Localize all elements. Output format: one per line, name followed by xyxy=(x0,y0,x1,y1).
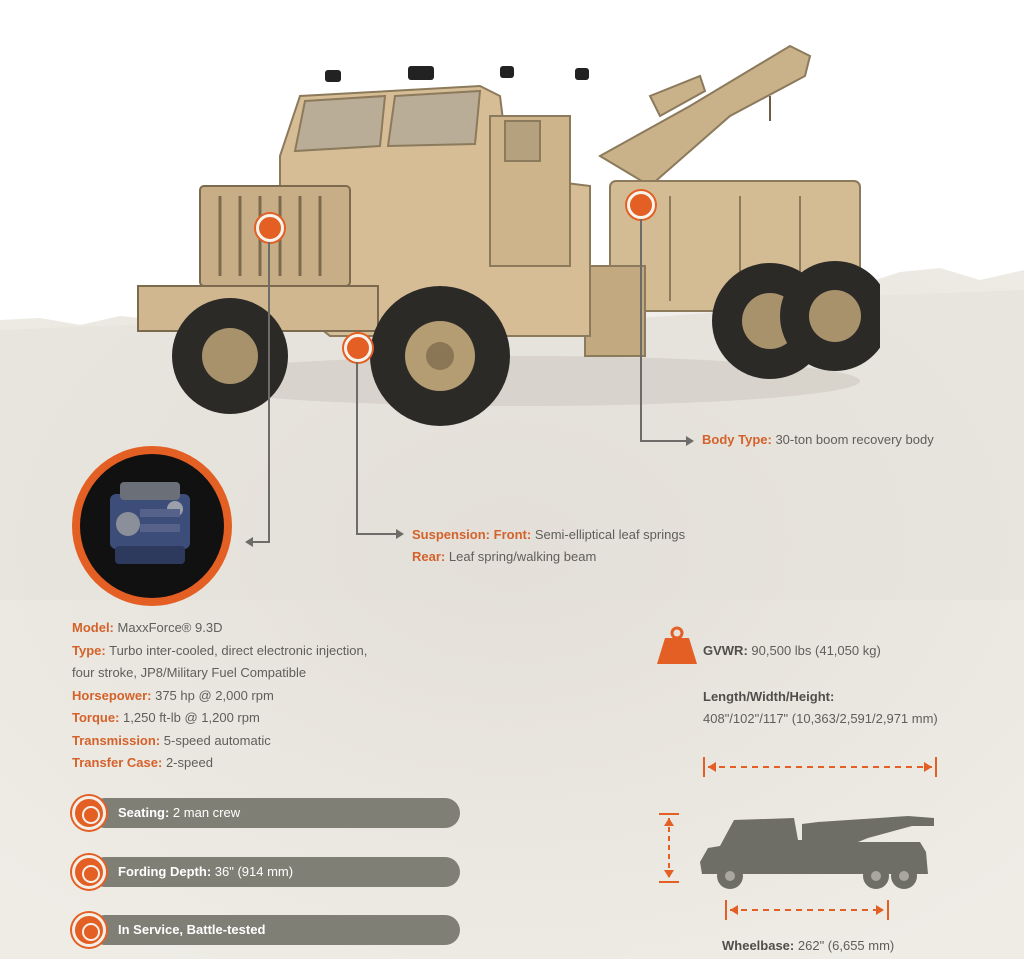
height-arrow xyxy=(656,812,682,884)
truck-silhouette-icon xyxy=(698,812,940,890)
body-hotspot[interactable] xyxy=(627,191,655,219)
suspension-leader-h xyxy=(356,533,396,535)
wheelbase-value: 262" (6,655 mm) xyxy=(797,938,895,953)
spec-value: MaxxForce® 9.3D xyxy=(117,620,223,635)
gvwr xyxy=(703,643,881,658)
spec-key: Transfer Case: xyxy=(72,755,163,770)
spec-row xyxy=(72,685,367,708)
dimensions-label: Length/Width/Height: xyxy=(703,689,835,704)
spec-row xyxy=(72,752,367,775)
gvwr-key: GVWR: xyxy=(703,643,748,658)
gvwr-value: 90,500 lbs (41,050 kg) xyxy=(751,643,881,658)
spec-row xyxy=(72,640,367,663)
suspension-leader-v xyxy=(356,362,358,534)
fording-depth-dot xyxy=(72,855,106,889)
body-arrow xyxy=(686,436,694,446)
in-service-pill xyxy=(90,915,460,945)
pill-key: In Service, Battle-tested xyxy=(118,922,266,937)
suspension-rear-value: Leaf spring/walking beam xyxy=(448,549,597,564)
seating-dot xyxy=(72,796,106,830)
body-type-callout xyxy=(702,429,934,451)
spec-value: Turbo inter-cooled, direct electronic injection, xyxy=(109,642,368,658)
spec-value: 5-speed automatic xyxy=(163,732,271,748)
spec-key: Transmission: xyxy=(72,732,161,748)
engine-leader-v xyxy=(268,242,270,542)
seating-pill xyxy=(90,798,460,828)
suspension-arrow xyxy=(396,529,404,539)
engine-photo xyxy=(72,446,232,606)
spec-row xyxy=(72,707,367,730)
body-type-key: Body Type: xyxy=(702,432,772,447)
engine-leader-h xyxy=(252,541,270,543)
suspension-front-value: Semi-elliptical leaf springs xyxy=(534,527,686,542)
spec-row xyxy=(72,617,367,640)
spec-key: Torque: xyxy=(72,710,120,725)
pill-key: Fording Depth: xyxy=(118,864,212,879)
engine-arrow xyxy=(245,537,253,547)
engine-image xyxy=(80,454,224,598)
suspension-hotspot[interactable] xyxy=(344,334,372,362)
spec-value: four stroke, JP8/Military Fuel Compatible xyxy=(72,665,307,680)
wheelbase xyxy=(722,938,894,953)
weight-icon xyxy=(655,626,699,664)
pill-value: 36" (914 mm) xyxy=(214,864,294,879)
spec-key: Horsepower: xyxy=(72,687,152,703)
crane-boom xyxy=(600,46,810,186)
suspension-callout xyxy=(412,524,685,568)
length-arrow xyxy=(700,755,940,779)
suspension-rear-key: Rear: xyxy=(412,549,446,564)
dimensions-value: 408"/102"/117" (10,363/2,591/2,971 mm) xyxy=(703,711,938,726)
spec-value: 1,250 ft-lb @ 1,200 rpm xyxy=(123,710,260,725)
pill-key: Seating: xyxy=(118,805,170,820)
spec-value: 2-speed xyxy=(165,755,213,770)
spec-key: Type: xyxy=(72,642,106,658)
spec-key: Model: xyxy=(72,620,114,635)
spec-value: 375 hp @ 2,000 rpm xyxy=(155,687,274,703)
spec-row xyxy=(72,730,367,753)
roof-lights xyxy=(325,66,589,82)
body-leader-v xyxy=(640,219,642,441)
body-leader-h xyxy=(640,440,686,442)
spec-row xyxy=(72,662,367,685)
pill-value: 2 man crew xyxy=(172,805,241,820)
body-type-value: 30-ton boom recovery body xyxy=(775,432,934,447)
suspension-key: Suspension: xyxy=(412,527,491,542)
fording-depth-pill xyxy=(90,857,460,887)
engine-shape xyxy=(110,482,190,564)
in-service-dot xyxy=(72,913,106,947)
wheelbase-arrow xyxy=(722,898,892,922)
grille-hotspot[interactable] xyxy=(256,214,284,242)
suspension-front-key: Front: xyxy=(493,527,532,542)
truck-illustration xyxy=(130,36,880,436)
engine-specs xyxy=(72,617,367,775)
wheelbase-key: Wheelbase: xyxy=(722,938,795,953)
